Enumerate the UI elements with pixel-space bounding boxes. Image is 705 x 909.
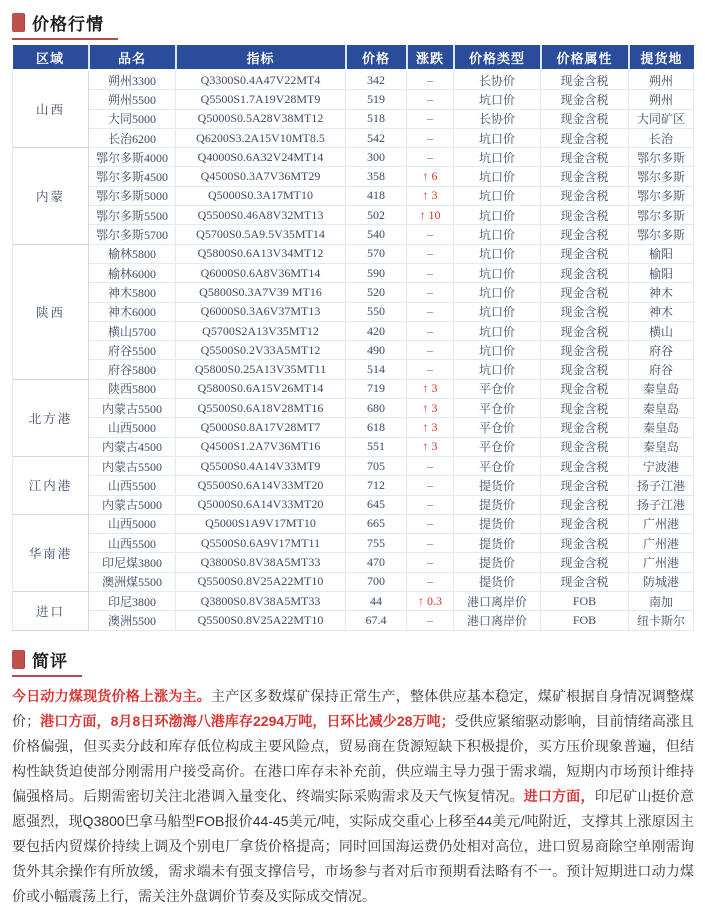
commentary-paragraph [12, 684, 694, 909]
pickup-location: 榆阳 [629, 263, 694, 282]
table-row [13, 128, 694, 147]
price-type: 坑口价 [454, 128, 541, 147]
pickup-location: 广州港 [629, 553, 694, 572]
spec-code: Q3300S0.4A47V22MT4 [176, 70, 346, 90]
price-attribute: 现金含税 [541, 186, 629, 205]
spec-code: Q5800S0.6A13V34MT12 [176, 244, 346, 263]
spec-code: Q5700S0.5A9.5V35MT14 [176, 225, 346, 244]
region-cell: 江内港 [13, 456, 89, 514]
price-change: ↑ 3 [407, 399, 454, 418]
pickup-location: 秦皇岛 [629, 399, 694, 418]
spec-code: Q5500S0.4A14V33MT9 [176, 456, 346, 475]
table-row [13, 148, 694, 167]
price-type: 提货价 [454, 553, 541, 572]
column-header: 提货地 [629, 45, 694, 70]
price-type: 长协价 [454, 70, 541, 90]
column-header: 品名 [89, 45, 176, 70]
pickup-location: 神木 [629, 302, 694, 321]
commentary-segment: 港口方面，8月8日环渤海八港库存2294万吨，日环比减少28万吨； [40, 712, 455, 729]
commentary-segment: 主产区多数煤矿保持正常生产，整体供应基本稳定，煤矿根据自身情况调整煤价； [12, 687, 695, 729]
pickup-location: 大同矿区 [629, 109, 694, 128]
table-row [13, 553, 694, 572]
table-row [13, 572, 694, 591]
region-cell: 陕西 [13, 244, 89, 379]
spec-code: Q6000S0.3A6V37MT13 [176, 302, 346, 321]
pickup-location: 鄂尔多斯 [629, 225, 694, 244]
comment-section-header [12, 647, 82, 677]
pickup-location: 秦皇岛 [629, 418, 694, 437]
price-section-header [12, 10, 118, 40]
pickup-location: 朔州 [629, 90, 694, 109]
price-type: 坑口价 [454, 302, 541, 321]
pickup-location: 南加 [629, 592, 694, 611]
table-row [13, 109, 694, 128]
table-row [13, 399, 694, 418]
price-type: 平仓价 [454, 379, 541, 398]
product-name: 澳洲煤5500 [89, 572, 176, 591]
price-change: – [407, 553, 454, 572]
product-name: 朔州3300 [89, 70, 176, 90]
spec-code: Q5700S2A13V35MT12 [176, 321, 346, 340]
product-name: 鄂尔多斯5700 [89, 225, 176, 244]
price-value: 680 [346, 399, 407, 418]
spec-code: Q3800S0.8V38A5MT33 [176, 592, 346, 611]
price-attribute: 现金含税 [541, 572, 629, 591]
column-header: 区域 [13, 45, 89, 70]
price-change: – [407, 476, 454, 495]
commentary-segment: 印尼矿山挺价意愿强烈，现Q3800巴拿马船型FOB报价44-45美元/吨，实际成交重心上移至44美元/吨附近，支撑其上涨原因主要包括内贸煤价持续上调及个别电厂拿货价格提高；同时回国海运费仍处相对高位，进口贸易商除空单刚需询货外其余操作有所放缓，需求端未有强支撑信号，市场参与者对后市预期看法略有不一。预计短期进口动力煤价或小幅震荡上行，需关注外盘调价节奏及实际成交情况。 [12, 787, 695, 904]
product-name: 澳洲5500 [89, 611, 176, 630]
spec-code: Q5000S1A9V17MT10 [176, 514, 346, 533]
price-attribute: 现金含税 [541, 534, 629, 553]
price-value: 550 [346, 302, 407, 321]
spec-code: Q5500S0.2V33A5MT12 [176, 341, 346, 360]
price-value: 570 [346, 244, 407, 263]
price-attribute: FOB [541, 611, 629, 630]
price-value: 502 [346, 206, 407, 225]
pickup-location: 秦皇岛 [629, 437, 694, 456]
spec-code: Q5500S0.6A14V33MT20 [176, 476, 346, 495]
price-value: 514 [346, 360, 407, 379]
price-type: 港口离岸价 [454, 592, 541, 611]
spec-code: Q6000S0.6A8V36MT14 [176, 263, 346, 282]
price-value: 712 [346, 476, 407, 495]
table-row [13, 283, 694, 302]
price-attribute: 现金含税 [541, 263, 629, 282]
price-change: – [407, 534, 454, 553]
region-cell: 北方港 [13, 379, 89, 456]
price-value: 67.4 [346, 611, 407, 630]
spec-code: Q5500S1.7A19V28MT9 [176, 90, 346, 109]
pickup-location: 府谷 [629, 360, 694, 379]
pickup-location: 秦皇岛 [629, 379, 694, 398]
price-table [12, 45, 694, 631]
price-attribute: 现金含税 [541, 321, 629, 340]
price-value: 519 [346, 90, 407, 109]
price-attribute: 现金含税 [541, 437, 629, 456]
spec-code: Q5800S0.25A13V35MT11 [176, 360, 346, 379]
price-attribute: 现金含税 [541, 70, 629, 90]
commentary-segment: 受供应紧缩驱动影响，目前情绪高涨且价格偏强，但买卖分歧和库存低位构成主要风险点，贸易商在货源短缺下积极提价，买方压价现象普遍，但结构性缺货迫使部分刚需用户接受高价。在港口库存未补充前，供应端主导力强于需求端，短期内市场预计维持偏强格局。后期需密切关注北港调入量变化、终端实际采购需求及天气恢复情况。 [12, 712, 695, 804]
pickup-location: 神木 [629, 283, 694, 302]
table-row [13, 321, 694, 340]
price-type: 平仓价 [454, 437, 541, 456]
price-value: 44 [346, 592, 407, 611]
price-section-title: 价格行情 [32, 15, 104, 34]
table-row [13, 341, 694, 360]
product-name: 府谷5500 [89, 341, 176, 360]
price-attribute: 现金含税 [541, 360, 629, 379]
pickup-location: 鄂尔多斯 [629, 186, 694, 205]
price-type: 提货价 [454, 534, 541, 553]
price-value: 665 [346, 514, 407, 533]
price-type: 坑口价 [454, 244, 541, 263]
product-name: 山西5000 [89, 418, 176, 437]
price-value: 518 [346, 109, 407, 128]
price-value: 418 [346, 186, 407, 205]
price-change: – [407, 456, 454, 475]
product-name: 府谷5800 [89, 360, 176, 379]
region-cell: 内蒙 [13, 148, 89, 244]
price-change: – [407, 360, 454, 379]
commentary-segment: 今日动力煤现货价格上涨为主。 [12, 687, 211, 704]
product-name: 山西5500 [89, 476, 176, 495]
price-attribute: 现金含税 [541, 90, 629, 109]
price-value: 551 [346, 437, 407, 456]
price-type: 提货价 [454, 476, 541, 495]
table-row [13, 244, 694, 263]
price-change: – [407, 572, 454, 591]
product-name: 鄂尔多斯5000 [89, 186, 176, 205]
price-type: 坑口价 [454, 186, 541, 205]
price-change: – [407, 321, 454, 340]
product-name: 印尼3800 [89, 592, 176, 611]
product-name: 鄂尔多斯5500 [89, 206, 176, 225]
table-row [13, 437, 694, 456]
pickup-location: 纽卡斯尔 [629, 611, 694, 630]
price-attribute: 现金含税 [541, 283, 629, 302]
price-value: 618 [346, 418, 407, 437]
price-value: 490 [346, 341, 407, 360]
pickup-location: 广州港 [629, 514, 694, 533]
spec-code: Q5000S0.8A17V28MT7 [176, 418, 346, 437]
table-row [13, 534, 694, 553]
price-attribute: 现金含税 [541, 244, 629, 263]
product-name: 榆林5800 [89, 244, 176, 263]
spec-code: Q5800S0.6A15V26MT14 [176, 379, 346, 398]
spec-code: Q5000S0.5A28V38MT12 [176, 109, 346, 128]
price-type: 提货价 [454, 514, 541, 533]
price-value: 705 [346, 456, 407, 475]
product-name: 内蒙古5500 [89, 399, 176, 418]
price-attribute: 现金含税 [541, 514, 629, 533]
spec-code: Q4500S0.3A7V36MT29 [176, 167, 346, 186]
price-attribute: 现金含税 [541, 418, 629, 437]
pickup-location: 长治 [629, 128, 694, 147]
table-row [13, 476, 694, 495]
product-name: 长治6200 [89, 128, 176, 147]
pickup-location: 扬子江港 [629, 476, 694, 495]
product-name: 印尼煤3800 [89, 553, 176, 572]
table-row [13, 70, 694, 90]
product-name: 榆林6000 [89, 263, 176, 282]
spec-code: Q3800S0.8V38A5MT33 [176, 553, 346, 572]
price-attribute: 现金含税 [541, 379, 629, 398]
column-header: 价格类型 [454, 45, 541, 70]
price-change: – [407, 263, 454, 282]
region-cell: 华南港 [13, 514, 89, 591]
product-name: 内蒙古4500 [89, 437, 176, 456]
price-attribute: 现金含税 [541, 148, 629, 167]
spec-code: Q5500S0.8V25A22MT10 [176, 611, 346, 630]
comment-section-title: 简评 [32, 651, 68, 671]
product-name: 大同5000 [89, 109, 176, 128]
price-value: 342 [346, 70, 407, 90]
price-attribute: 现金含税 [541, 206, 629, 225]
price-type: 坑口价 [454, 263, 541, 282]
price-type: 平仓价 [454, 399, 541, 418]
region-cell: 进口 [13, 592, 89, 631]
product-name: 鄂尔多斯4000 [89, 148, 176, 167]
spec-code: Q5500S0.46A8V32MT13 [176, 206, 346, 225]
price-attribute: 现金含税 [541, 399, 629, 418]
price-attribute: 现金含税 [541, 302, 629, 321]
price-value: 540 [346, 225, 407, 244]
price-type: 港口离岸价 [454, 611, 541, 630]
table-row [13, 611, 694, 630]
price-change: ↑ 3 [407, 379, 454, 398]
price-attribute: 现金含税 [541, 341, 629, 360]
product-name: 鄂尔多斯4500 [89, 167, 176, 186]
price-type: 提货价 [454, 495, 541, 514]
table-row [13, 167, 694, 186]
price-type: 平仓价 [454, 418, 541, 437]
price-table-body [13, 70, 694, 630]
pickup-location: 防城港 [629, 572, 694, 591]
table-row [13, 379, 694, 398]
pickup-location: 鄂尔多斯 [629, 206, 694, 225]
table-row [13, 90, 694, 109]
price-change: – [407, 341, 454, 360]
pickup-location: 横山 [629, 321, 694, 340]
section-marker-icon [12, 650, 25, 669]
price-type: 坑口价 [454, 321, 541, 340]
table-row [13, 360, 694, 379]
price-value: 520 [346, 283, 407, 302]
price-type: 长协价 [454, 109, 541, 128]
price-change: – [407, 244, 454, 263]
table-row [13, 186, 694, 205]
commentary-segment: 进口方面， [523, 787, 595, 804]
price-attribute: 现金含税 [541, 553, 629, 572]
section-marker-icon [12, 13, 25, 32]
price-value: 755 [346, 534, 407, 553]
price-attribute: 现金含税 [541, 128, 629, 147]
pickup-location: 朔州 [629, 70, 694, 90]
pickup-location: 鄂尔多斯 [629, 148, 694, 167]
price-value: 590 [346, 263, 407, 282]
column-header: 指标 [176, 45, 346, 70]
price-value: 358 [346, 167, 407, 186]
price-attribute: 现金含税 [541, 476, 629, 495]
price-value: 420 [346, 321, 407, 340]
column-header: 价格 [346, 45, 407, 70]
product-name: 朔州5500 [89, 90, 176, 109]
price-change: ↑ 10 [407, 206, 454, 225]
pickup-location: 府谷 [629, 341, 694, 360]
table-row [13, 418, 694, 437]
price-type: 坑口价 [454, 167, 541, 186]
price-type: 提货价 [454, 572, 541, 591]
price-value: 300 [346, 148, 407, 167]
spec-code: Q4500S1.2A7V36MT16 [176, 437, 346, 456]
price-change: ↑ 3 [407, 437, 454, 456]
price-attribute: 现金含税 [541, 456, 629, 475]
table-row [13, 206, 694, 225]
price-type: 坑口价 [454, 90, 541, 109]
price-change: – [407, 148, 454, 167]
spec-code: Q6200S3.2A15V10MT8.5 [176, 128, 346, 147]
product-name: 神木5800 [89, 283, 176, 302]
product-name: 横山5700 [89, 321, 176, 340]
price-change: – [407, 283, 454, 302]
price-change: – [407, 70, 454, 90]
table-row [13, 263, 694, 282]
spec-code: Q5500S0.6A18V28MT16 [176, 399, 346, 418]
price-value: 719 [346, 379, 407, 398]
price-change: – [407, 225, 454, 244]
price-type: 坑口价 [454, 360, 541, 379]
product-name: 内蒙古5500 [89, 456, 176, 475]
pickup-location: 榆阳 [629, 244, 694, 263]
price-attribute: 现金含税 [541, 495, 629, 514]
price-value: 470 [346, 553, 407, 572]
pickup-location: 鄂尔多斯 [629, 167, 694, 186]
price-change: ↑ 0.3 [407, 592, 454, 611]
table-row [13, 514, 694, 533]
product-name: 山西5000 [89, 514, 176, 533]
table-row [13, 302, 694, 321]
price-type: 坑口价 [454, 283, 541, 302]
price-change: – [407, 514, 454, 533]
price-change: – [407, 128, 454, 147]
spec-code: Q4000S0.6A32V24MT14 [176, 148, 346, 167]
price-attribute: 现金含税 [541, 167, 629, 186]
price-type: 平仓价 [454, 456, 541, 475]
product-name: 内蒙古5000 [89, 495, 176, 514]
price-change: ↑ 3 [407, 186, 454, 205]
table-row [13, 225, 694, 244]
price-change: – [407, 495, 454, 514]
price-change: ↑ 6 [407, 167, 454, 186]
pickup-location: 宁波港 [629, 456, 694, 475]
price-type: 坑口价 [454, 341, 541, 360]
price-change: – [407, 90, 454, 109]
column-header: 涨跌 [407, 45, 454, 70]
pickup-location: 扬子江港 [629, 495, 694, 514]
price-type: 坑口价 [454, 225, 541, 244]
price-change: ↑ 3 [407, 418, 454, 437]
price-value: 645 [346, 495, 407, 514]
table-row [13, 592, 694, 611]
price-attribute: 现金含税 [541, 225, 629, 244]
region-cell: 山西 [13, 70, 89, 148]
price-type: 坑口价 [454, 206, 541, 225]
spec-code: Q5000S0.6A14V33MT20 [176, 495, 346, 514]
price-type: 坑口价 [454, 148, 541, 167]
price-attribute: 现金含税 [541, 109, 629, 128]
product-name: 陕西5800 [89, 379, 176, 398]
spec-code: Q5000S0.3A17MT10 [176, 186, 346, 205]
price-change: – [407, 302, 454, 321]
column-header: 价格属性 [541, 45, 629, 70]
spec-code: Q5800S0.3A7V39 MT16 [176, 283, 346, 302]
table-row [13, 495, 694, 514]
price-attribute: FOB [541, 592, 629, 611]
product-name: 山西5500 [89, 534, 176, 553]
price-value: 542 [346, 128, 407, 147]
pickup-location: 广州港 [629, 534, 694, 553]
product-name: 神木6000 [89, 302, 176, 321]
price-change: – [407, 109, 454, 128]
price-value: 700 [346, 572, 407, 591]
table-header-row [13, 45, 694, 70]
table-row [13, 456, 694, 475]
spec-code: Q5500S0.6A9V17MT11 [176, 534, 346, 553]
spec-code: Q5500S0.8V25A22MT10 [176, 572, 346, 591]
price-change: – [407, 611, 454, 630]
